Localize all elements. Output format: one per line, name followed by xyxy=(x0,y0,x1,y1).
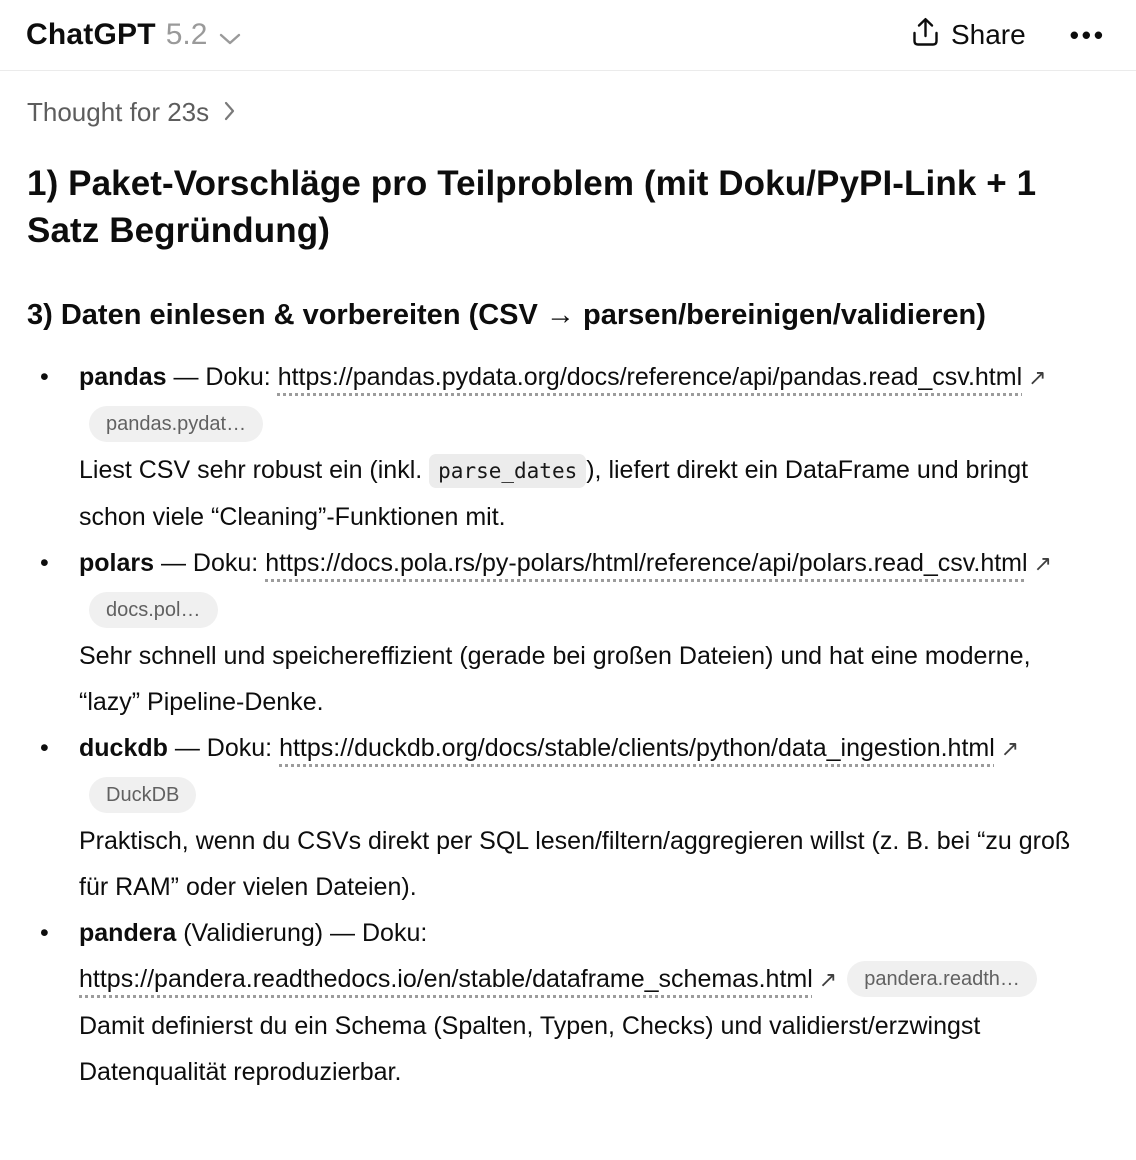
package-description xyxy=(79,1003,1086,1095)
external-link-icon: ↗ xyxy=(1000,736,1020,761)
doc-link[interactable]: https://pandas.pydata.org/docs/reference/api/pandas.read_csv.html xyxy=(277,363,1023,391)
doku-label: — Doku: xyxy=(323,919,428,947)
description-text: Liest CSV sehr robust ein (inkl. xyxy=(79,456,430,484)
package-name: pandas xyxy=(79,363,167,391)
package-lead xyxy=(79,725,1086,818)
description-text: Sehr schnell und speichereffizient (gerade bei großen Dateien) und hat eine moderne, “lazy” Pipeline-Denke. xyxy=(79,642,1031,716)
package-list xyxy=(27,354,1086,1095)
ellipsis-icon: ••• xyxy=(1069,20,1106,50)
citation-pill[interactable]: pandera.readth… xyxy=(847,961,1037,997)
package-description xyxy=(79,447,1086,540)
package-lead xyxy=(79,910,1086,1003)
citation-pill[interactable]: pandas.pydat… xyxy=(89,406,263,442)
topbar-actions xyxy=(912,17,1106,54)
package-name: polars xyxy=(79,549,155,577)
package-description xyxy=(79,633,1086,725)
subsection-heading: 3) Daten einlesen & vorbereiten (CSV → parsen/bereinigen/validieren) xyxy=(27,299,986,331)
doku-label: — Doku: xyxy=(166,363,278,391)
description-text: ), liefert direkt ein DataFrame und bringt schon viele “Cleaning”-Funktionen mit. xyxy=(79,456,1029,531)
doc-link[interactable]: https://duckdb.org/docs/stable/clients/python/data_ingestion.html xyxy=(279,734,995,762)
app-title: ChatGPT xyxy=(26,18,156,51)
assistant-message xyxy=(0,71,1136,1135)
package-name: pandera xyxy=(79,919,177,947)
inline-code: parse_dates xyxy=(429,454,586,488)
list-item-polars xyxy=(27,540,1086,725)
top-bar xyxy=(0,0,1136,71)
model-version: 5.2 xyxy=(165,18,208,51)
thought-toggle[interactable] xyxy=(27,96,236,129)
citation-pill[interactable]: docs.pol… xyxy=(89,592,218,628)
package-description xyxy=(79,818,1086,910)
description-text: Praktisch, wenn du CSVs direkt per SQL lesen/filtern/aggregieren willst (z. B. bei “zu groß für RAM” oder vielen Dateien). xyxy=(79,827,1071,901)
external-link-icon: ↗ xyxy=(818,967,838,992)
chevron-right-icon xyxy=(223,98,236,129)
list-item-pandas xyxy=(27,354,1086,540)
model-switcher[interactable] xyxy=(26,16,241,54)
doc-link[interactable]: https://docs.pola.rs/py-polars/html/reference/api/polars.read_csv.html xyxy=(265,549,1028,577)
doku-label: — Doku: xyxy=(167,734,280,762)
list-item-duckdb xyxy=(27,725,1086,910)
doc-link[interactable]: https://pandera.readthedocs.io/en/stable/dataframe_schemas.html xyxy=(79,965,813,993)
package-name-suffix: (Validierung) xyxy=(176,919,324,947)
chevron-down-icon xyxy=(219,20,241,54)
share-label: Share xyxy=(950,19,1026,50)
external-link-icon: ↗ xyxy=(1028,365,1047,390)
external-link-icon: ↗ xyxy=(1033,551,1053,576)
package-name: duckdb xyxy=(79,734,168,762)
citation-pill[interactable]: DuckDB xyxy=(89,777,196,813)
thought-label: Thought for 23s xyxy=(27,97,210,127)
doku-label: — Doku: xyxy=(154,549,266,577)
description-text: Damit definierst du ein Schema (Spalten, Typen, Checks) und validierst/erzwingst Datenqualität reproduzierbar. xyxy=(79,1012,981,1086)
list-item-pandera xyxy=(27,910,1086,1095)
share-icon xyxy=(912,17,939,54)
share-button[interactable] xyxy=(912,17,1026,54)
package-lead xyxy=(79,540,1086,633)
package-lead xyxy=(79,354,1086,447)
more-options-button[interactable] xyxy=(1070,22,1106,48)
section-heading: 1) Paket-Vorschläge pro Teilproblem (mit Doku/PyPI-Link + 1 Satz Begründung) xyxy=(27,164,1037,250)
